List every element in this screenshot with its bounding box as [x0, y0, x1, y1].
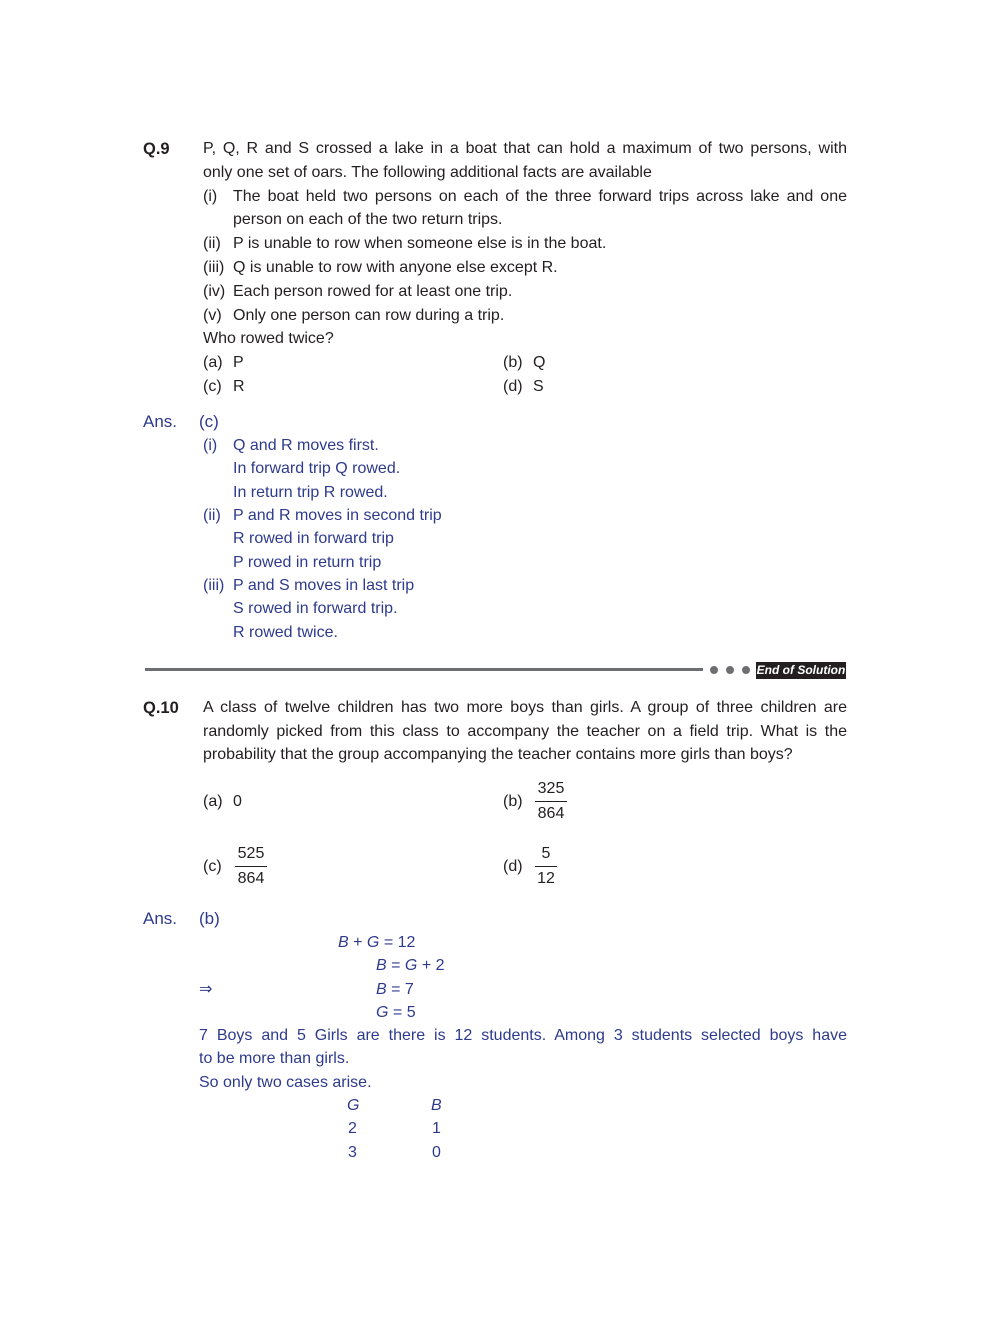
var-g: G	[376, 1004, 389, 1021]
q9-fact-label-5: (v)	[203, 307, 222, 324]
q9-fact-label-1: (i)	[203, 188, 218, 205]
q9-option-d-text: S	[533, 378, 544, 395]
q9-fact-label-4: (iv)	[203, 283, 226, 300]
op-equals: =	[391, 957, 401, 974]
ans9-step-label-3: (iii)	[203, 577, 225, 594]
var-b: B	[338, 934, 349, 951]
separator-dot	[726, 666, 734, 674]
ans9-step-3-line2: S rowed in forward trip.	[233, 600, 398, 617]
ans10-equation-4	[376, 1003, 416, 1023]
q10-stem-line1: A class of twelve children has two more boys than girls. A group of three children are	[203, 699, 847, 716]
ans9-step-label-2: (ii)	[203, 507, 221, 524]
ans10-paragraph-line3: So only two cases arise.	[199, 1074, 372, 1091]
ans9-step-2-line2: R rowed in forward trip	[233, 530, 394, 547]
end-of-solution-badge: End of Solution	[756, 663, 846, 677]
rhs: 2	[435, 957, 445, 974]
ans10-equation-2	[376, 956, 445, 976]
ans9-step-1-line1: Q and R moves first.	[233, 437, 379, 454]
q10-option-d-fraction	[535, 844, 557, 889]
q9-option-b-label: (b)	[503, 354, 523, 371]
q9-fact-3: Q is unable to row with anyone else except R.	[233, 259, 558, 276]
ans9-choice: (c)	[199, 412, 219, 431]
table-cell: 3	[348, 1144, 357, 1161]
separator-dot	[710, 666, 718, 674]
op-plus: +	[421, 957, 432, 974]
ans9-step-3-line3: R rowed twice.	[233, 624, 338, 641]
q9-stem-line2: only one set of oars. The following additional facts are available	[203, 164, 652, 181]
table-cell: 2	[348, 1120, 357, 1137]
q10-option-a-label: (a)	[203, 793, 223, 810]
ans9-step-1-line3: In return trip R rowed.	[233, 484, 388, 501]
ans9-step-3-line1: P and S moves in last trip	[233, 577, 415, 594]
var-b: B	[376, 957, 387, 974]
q10-stem-line2: randomly picked from this class to accompany the teacher on a field trip. What is the	[203, 723, 847, 740]
q9-option-a-label: (a)	[203, 354, 223, 371]
table-header-b: B	[431, 1097, 442, 1114]
fraction-denominator: 864	[237, 870, 265, 887]
q9-fact-2: P is unable to row when someone else is in the boat.	[233, 235, 607, 252]
rhs: 5	[406, 1004, 416, 1021]
q10-option-c-fraction	[235, 844, 267, 889]
table-cell: 1	[432, 1120, 441, 1137]
q10-stem-line3: probability that the group accompanying the teacher contains more girls than boys?	[203, 746, 793, 763]
fraction-numerator: 5	[541, 845, 551, 862]
q10-option-a-text: 0	[233, 793, 242, 810]
ans10-equation-3	[376, 980, 414, 1000]
fraction-bar	[235, 866, 267, 867]
ans9-step-2-line1: P and R moves in second trip	[233, 507, 442, 524]
q9-option-a-text: P	[233, 354, 244, 371]
ans10-choice: (b)	[199, 909, 220, 928]
q9-question: Who rowed twice?	[203, 330, 334, 347]
fraction-bar	[535, 866, 557, 867]
q9-option-b-text: Q	[533, 354, 546, 371]
table-header-g: G	[347, 1097, 360, 1114]
q9-fact-1-line1: The boat held two persons on each of the three forward trips across lake and one	[233, 188, 847, 205]
var-b: B	[376, 981, 387, 998]
op-equals: =	[391, 981, 401, 998]
q9-option-d-label: (d)	[503, 378, 523, 395]
q9-option-c-text: R	[233, 378, 245, 395]
rhs: 7	[404, 981, 414, 998]
fraction-denominator: 864	[537, 805, 565, 822]
ans9-label: Ans.	[143, 412, 178, 431]
q10-option-b-label: (b)	[503, 793, 523, 810]
fraction-numerator: 525	[237, 845, 265, 862]
op-equals: =	[392, 1004, 403, 1021]
q9-number: Q.9	[143, 140, 170, 158]
q9-fact-5: Only one person can row during a trip.	[233, 307, 505, 324]
ans9-step-1-line2: In forward trip Q rowed.	[233, 460, 401, 477]
q9-stem-line1: P, Q, R and S crossed a lake in a boat that can hold a maximum of two persons, with	[203, 140, 847, 157]
table-cell: 0	[432, 1144, 441, 1161]
q9-fact-4: Each person rowed for at least one trip.	[233, 283, 513, 300]
fraction-bar	[535, 801, 567, 802]
fraction-denominator: 12	[537, 870, 555, 887]
ans9-step-label-1: (i)	[203, 437, 218, 454]
ans10-paragraph-line1: 7 Boys and 5 Girls are there is 12 students. Among 3 students selected boys have	[199, 1027, 847, 1044]
q9-fact-1-line2: person on each of the two return trips.	[233, 211, 503, 228]
separator-dot	[742, 666, 750, 674]
q10-option-c-label: (c)	[203, 858, 222, 875]
q9-option-c-label: (c)	[203, 378, 222, 395]
q10-option-d-label: (d)	[503, 858, 523, 875]
rhs: 12	[397, 934, 416, 951]
var-g: G	[366, 934, 380, 951]
op-equals: =	[383, 934, 394, 951]
separator-line	[145, 668, 703, 671]
ans10-paragraph-line2: to be more than girls.	[199, 1050, 350, 1067]
q9-fact-label-3: (iii)	[203, 259, 225, 276]
op-plus: +	[353, 934, 363, 951]
var-g: G	[404, 957, 418, 974]
q10-number: Q.10	[143, 699, 179, 717]
q10-option-b-fraction	[535, 779, 567, 824]
ans10-equation-1	[338, 933, 415, 953]
implies-symbol: ⇒	[199, 981, 213, 998]
ans9-step-2-line3: P rowed in return trip	[233, 554, 382, 571]
fraction-numerator: 325	[537, 780, 565, 797]
ans10-label: Ans.	[143, 909, 178, 928]
q9-fact-label-2: (ii)	[203, 235, 221, 252]
